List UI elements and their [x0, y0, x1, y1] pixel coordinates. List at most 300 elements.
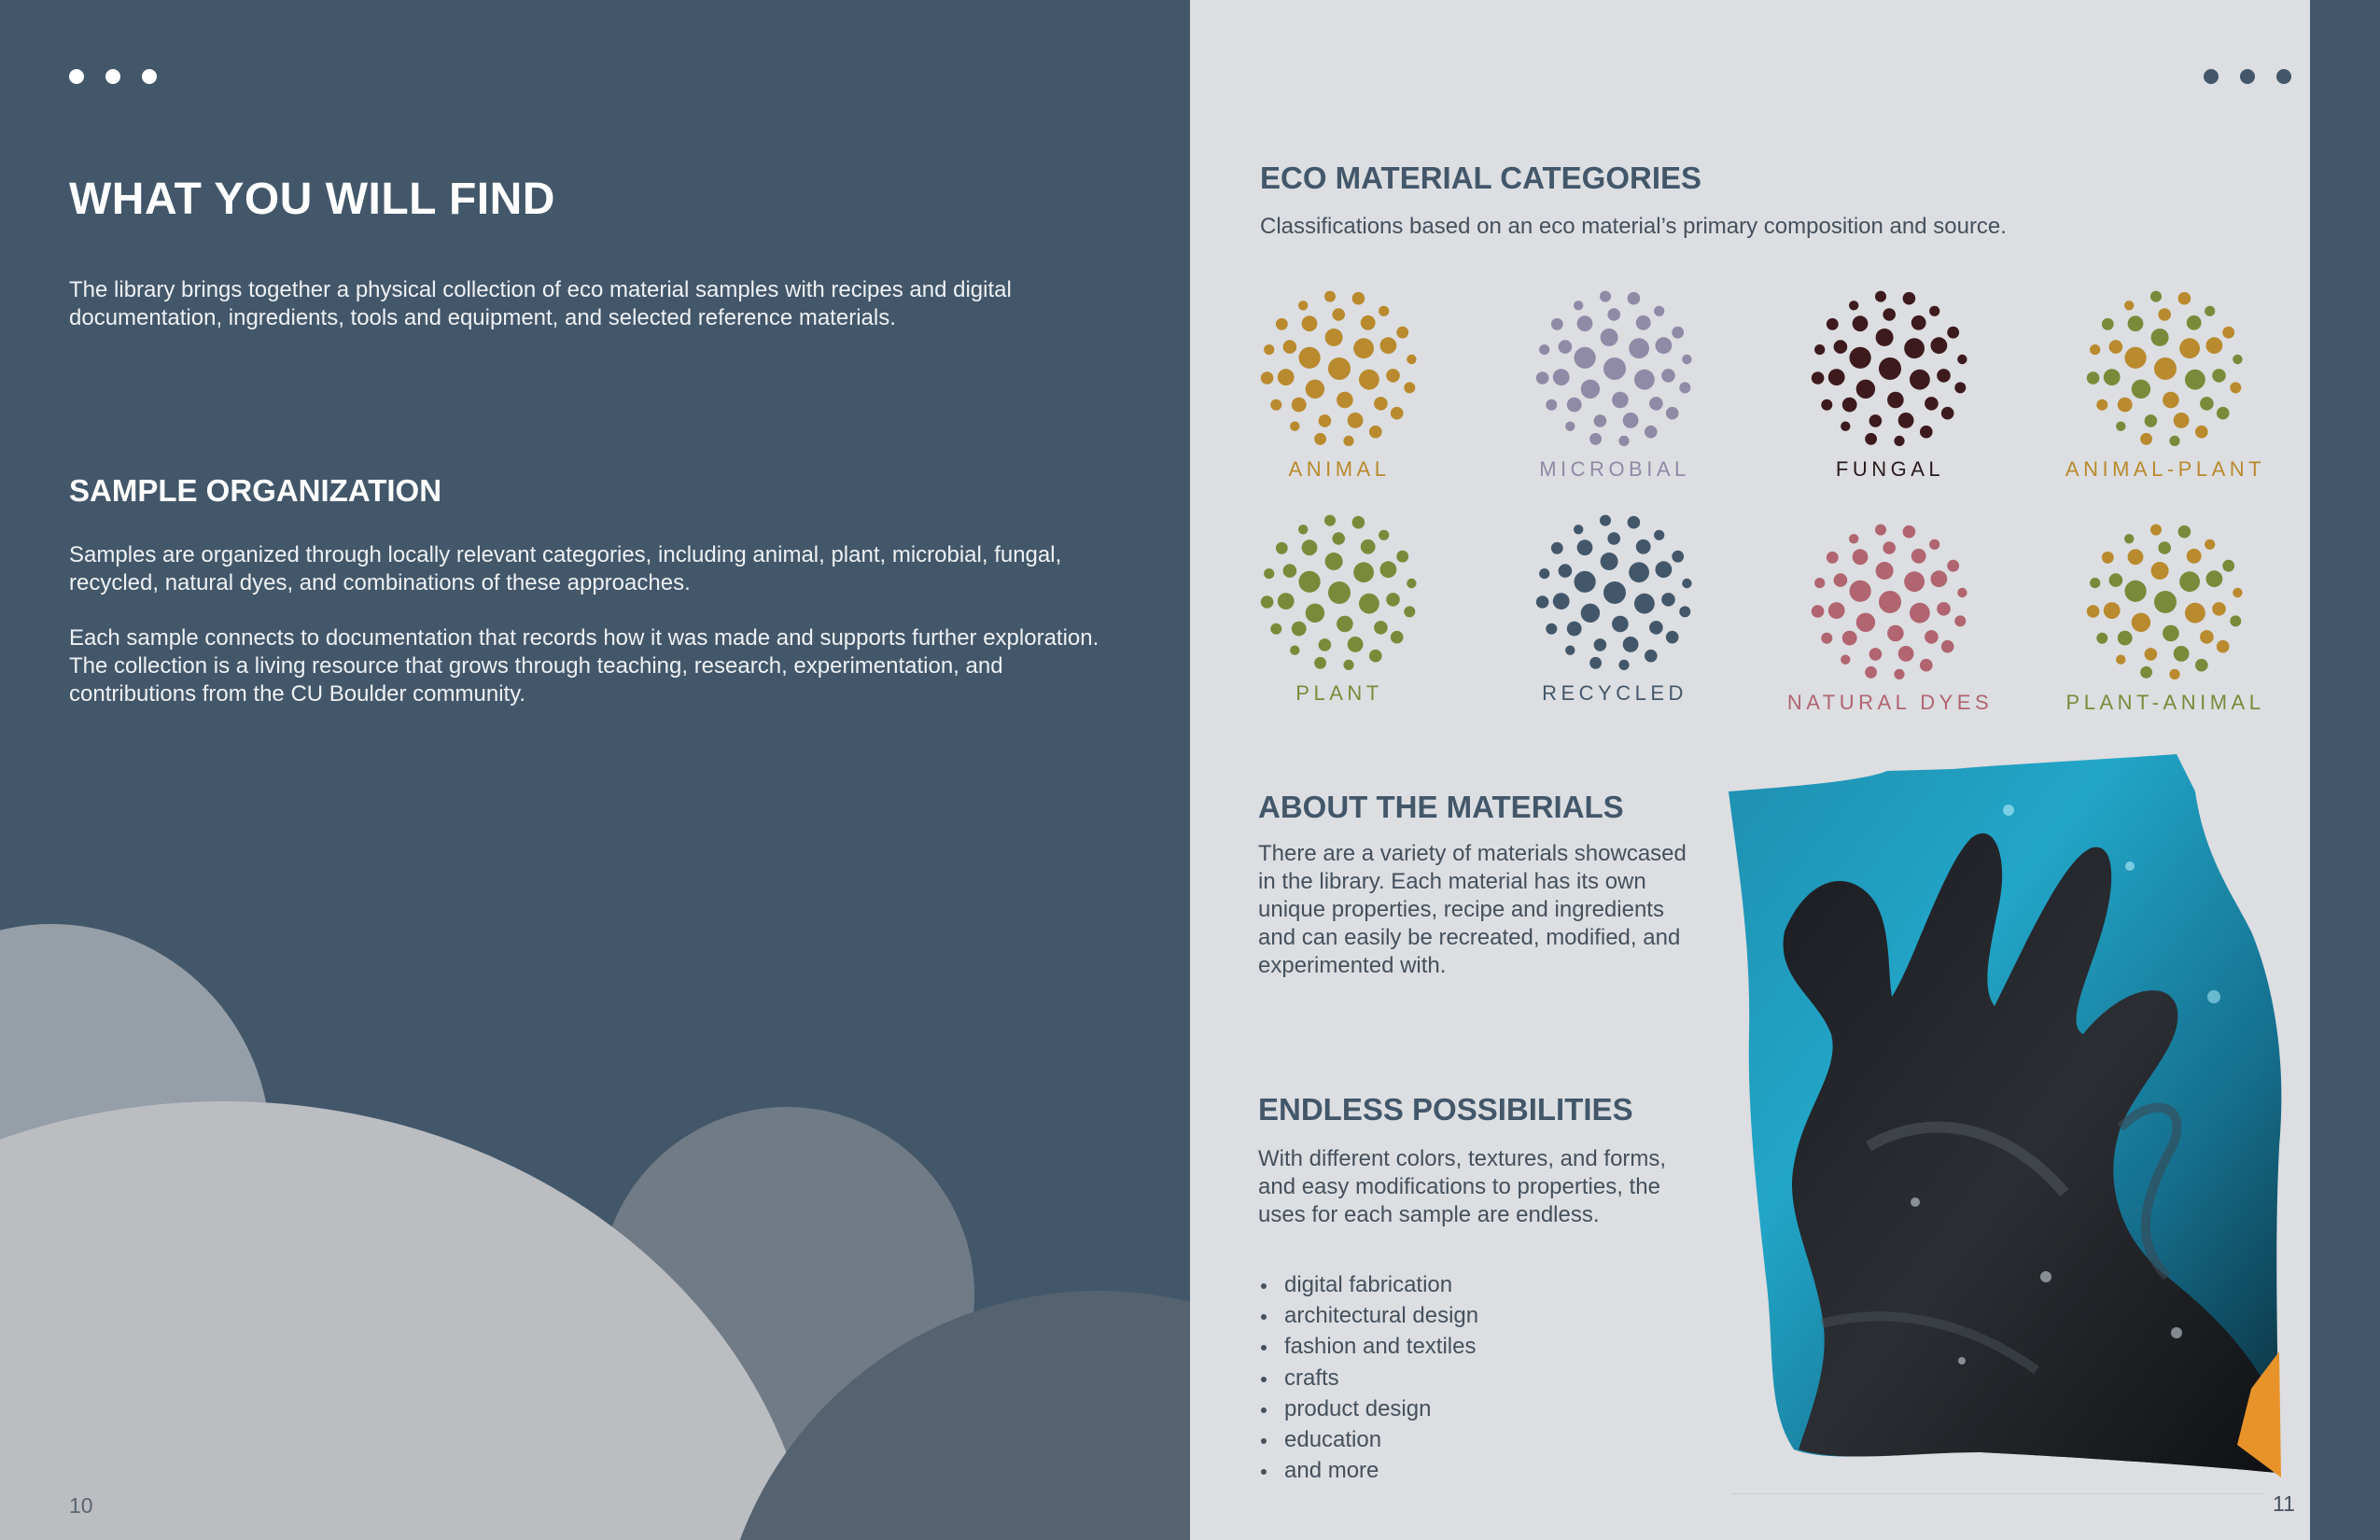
cluster-dot [1623, 637, 1639, 652]
cluster-dot [1931, 570, 1948, 587]
cluster-dot [1261, 371, 1274, 385]
cluster-dot [1821, 633, 1832, 644]
cluster-dot [1628, 292, 1641, 305]
cluster-dot [1645, 650, 1658, 663]
cluster-dot [2178, 292, 2191, 305]
cluster-dot [1386, 593, 1400, 607]
plant-animal-dot-cluster-icon [2086, 523, 2245, 681]
cluster-dot [1379, 306, 1389, 316]
about-title: ABOUT THE MATERIALS [1258, 790, 1624, 824]
cluster-dot [1276, 542, 1288, 554]
divider [1731, 1493, 2263, 1494]
cluster-dot [1925, 630, 1939, 644]
cluster-dot [1679, 606, 1690, 617]
cluster-dot [2151, 329, 2169, 346]
cluster-dot [1332, 532, 1345, 545]
cluster-dot [1672, 551, 1684, 563]
cluster-dot [2205, 306, 2215, 316]
cluster-dot [1682, 579, 1691, 588]
cluster-dot [2154, 591, 2177, 613]
cluster-dot [1407, 355, 1416, 364]
cluster-dot [1306, 380, 1324, 399]
cluster-dot [1937, 602, 1951, 616]
cluster-dot [1386, 369, 1400, 383]
cluster-dot [2087, 371, 2100, 385]
cluster-dot [2109, 573, 2123, 587]
cluster-dot [1299, 347, 1321, 369]
cluster-dot [1359, 594, 1379, 614]
cluster-dot [2096, 633, 2107, 644]
cluster-dot [1911, 315, 1926, 330]
cluster-dot [1594, 414, 1607, 427]
cluster-dot [1654, 306, 1664, 316]
category-recycled [1493, 513, 1736, 706]
cluster-dot [1876, 329, 1894, 346]
cluster-dot [1649, 397, 1663, 411]
cluster-dot [2128, 315, 2144, 331]
endless-text: With different colors, textures, and forms, and easy modifications to properties, the uses for each sample are endless. [1258, 1146, 1667, 1227]
cluster-dot [1879, 357, 1901, 380]
cluster-dot [1337, 616, 1353, 633]
category-label: RECYCLED [1542, 681, 1687, 705]
cluster-dot [1850, 347, 1871, 369]
cluster-dot [2195, 426, 2208, 439]
cluster-dot [1302, 315, 1318, 331]
cluster-dot [1565, 646, 1575, 655]
cluster-dot [1343, 436, 1353, 446]
cluster-dot [1656, 337, 1673, 354]
cluster-dot [2154, 357, 2177, 380]
cluster-dot [2109, 340, 2123, 354]
cluster-dot [1546, 399, 1557, 411]
page-number: 11 [2273, 1491, 2295, 1516]
cluster-dot [2151, 562, 2169, 580]
cluster-dot [2150, 291, 2162, 302]
cluster-dot [1577, 315, 1593, 331]
cluster-dot [1581, 604, 1600, 623]
cluster-dot [1553, 369, 1570, 385]
recycled-dot-cluster-icon [1535, 513, 1694, 672]
cluster-dot [1270, 623, 1281, 635]
cluster-dot [2200, 397, 2214, 411]
cluster-dot [1292, 622, 1307, 637]
cluster-dot [1589, 433, 1602, 445]
cluster-dot [1947, 560, 1959, 572]
cluster-dot [1589, 657, 1602, 669]
cluster-dot [1654, 530, 1664, 540]
cluster-dot [1954, 382, 1966, 393]
cluster-dot [2187, 549, 2202, 564]
cluster-dot [1883, 541, 1896, 554]
cluster-dot [1314, 433, 1326, 445]
cluster-dot [1319, 414, 1332, 427]
cluster-dot [1636, 315, 1651, 330]
cluster-dot [2116, 655, 2125, 665]
animal-dot-cluster-icon [1260, 289, 1419, 448]
cluster-dot [1612, 616, 1629, 633]
list-item: education [1258, 1424, 1478, 1455]
cluster-dot [1910, 603, 1930, 623]
page-edge [2310, 0, 2380, 1540]
cluster-dot [1612, 392, 1629, 409]
cluster-dot [2163, 392, 2179, 409]
cluster-dot [1264, 344, 1274, 355]
cluster-dot [1332, 308, 1345, 321]
cluster-dot [1328, 357, 1351, 380]
cluster-dot [2174, 413, 2190, 428]
cluster-dot [1546, 623, 1557, 635]
cluster-dot [1302, 539, 1318, 555]
cluster-dot [2233, 355, 2242, 364]
cluster-dot [1856, 380, 1875, 399]
cluster-dot [1827, 552, 1839, 564]
cluster-dot [1903, 292, 1916, 305]
category-label: PLANT-ANIMAL [2065, 691, 2265, 714]
cluster-dot [1947, 327, 1959, 339]
cluster-dot [1887, 392, 1904, 409]
cluster-dot [2124, 301, 2134, 310]
cluster-dot [1911, 549, 1926, 564]
cluster-dot [1574, 301, 1583, 310]
cluster-dot [1856, 613, 1875, 632]
cluster-dot [1910, 370, 1930, 390]
animal-plant-dot-cluster-icon [2086, 289, 2245, 448]
category-microbial [1493, 289, 1736, 482]
cluster-dot [2104, 602, 2121, 619]
cluster-dot [1842, 398, 1857, 413]
cluster-dot [1850, 581, 1871, 602]
cluster-dot [1559, 340, 1573, 354]
cluster-dot [1904, 338, 1925, 358]
cluster-dot [1536, 595, 1549, 609]
cluster-dot [1869, 648, 1883, 661]
cluster-dot [1396, 551, 1408, 563]
cluster-dot [2206, 570, 2223, 587]
category-label: FUNGAL [1835, 457, 1945, 481]
cluster-dot [1380, 561, 1397, 578]
cluster-dot [2090, 578, 2100, 588]
cluster-dot [2090, 344, 2100, 355]
cluster-dot [1656, 561, 1673, 578]
cluster-dot [1814, 344, 1825, 355]
cluster-dot [2179, 338, 2200, 358]
cluster-dot [1325, 553, 1343, 570]
cluster-dot [1600, 291, 1611, 302]
list-item: digital fabrication [1258, 1269, 1478, 1300]
page-title: WHAT YOU WILL FIND [69, 175, 555, 224]
cluster-dot [1283, 340, 1297, 354]
cluster-dot [1634, 594, 1655, 614]
cluster-dot [1649, 621, 1663, 635]
fungal-dot-cluster-icon [1811, 289, 1969, 448]
endless-title: ENDLESS POSSIBILITIES [1258, 1092, 1633, 1127]
list-item: product design [1258, 1393, 1478, 1424]
natural-dyes-dot-cluster-icon [1811, 523, 1969, 681]
cluster-dot [1931, 337, 1948, 354]
cluster-dot [2230, 382, 2241, 393]
cluster-dot [1828, 602, 1845, 619]
cluster-dot [2102, 552, 2114, 564]
cluster-dot [2124, 534, 2134, 543]
cluster-dot [1607, 308, 1620, 321]
cluster-dot [2096, 399, 2107, 411]
cluster-dot [2205, 539, 2215, 550]
cluster-dot [1290, 422, 1299, 431]
cluster-dot [1849, 301, 1858, 310]
cluster-dot [1623, 413, 1639, 428]
cluster-dot [1672, 327, 1684, 339]
cluster-dot [1359, 370, 1379, 390]
cluster-dot [1565, 422, 1575, 431]
cluster-dot [1325, 329, 1343, 346]
cluster-dot [1348, 637, 1364, 652]
cluster-dot [1898, 413, 1914, 428]
cluster-dot [1577, 539, 1593, 555]
cluster-dot [2116, 422, 2125, 431]
cluster-dot [1941, 407, 1954, 420]
category-label: PLANT [1295, 681, 1383, 705]
cluster-dot [1290, 646, 1299, 655]
cluster-dot [1682, 355, 1691, 364]
cluster-dot [1374, 397, 1388, 411]
cluster-dot [1391, 631, 1404, 644]
categories-subtitle: Classifications based on an eco material’s primary composition and source. [1260, 214, 2007, 239]
cluster-dot [1904, 571, 1925, 592]
cluster-dot [2174, 646, 2190, 662]
cluster-dot [1634, 370, 1655, 390]
cluster-dot [1278, 593, 1295, 609]
cluster-dot [1594, 638, 1607, 651]
section-title: SAMPLE ORGANIZATION [69, 473, 442, 508]
cluster-dot [2200, 630, 2214, 644]
cluster-dot [1894, 669, 1904, 679]
cluster-dot [2118, 398, 2133, 413]
cluster-dot [1601, 553, 1618, 570]
category-plant-animal [2044, 523, 2287, 715]
category-label: NATURAL DYES [1786, 691, 1994, 714]
cluster-dot [1283, 564, 1297, 578]
cluster-dot [1957, 355, 1967, 364]
cluster-dot [1941, 640, 1954, 653]
cluster-dot [2118, 631, 2133, 646]
cluster-dot [1834, 340, 1848, 354]
cluster-dot [1865, 433, 1877, 445]
cluster-dot [1343, 660, 1353, 670]
cluster-dot [1875, 525, 1886, 536]
category-animal [1218, 289, 1461, 482]
cluster-dot [1894, 436, 1904, 446]
cluster-dot [1666, 631, 1679, 644]
cluster-dot [2150, 525, 2162, 536]
cluster-dot [1812, 605, 1825, 618]
cluster-dot [1957, 588, 1967, 597]
cluster-dot [1898, 646, 1914, 662]
list-item: crafts [1258, 1363, 1478, 1393]
category-label: MICROBIAL [1539, 457, 1690, 481]
cluster-dot [1618, 660, 1629, 670]
cluster-dot [1559, 564, 1573, 578]
list-item: fashion and textiles [1258, 1331, 1478, 1362]
page-number: 10 [69, 1493, 93, 1518]
category-animal-plant [2044, 289, 2287, 482]
cluster-dot [1645, 426, 1658, 439]
category-fungal [1769, 289, 2011, 482]
cluster-dot [1661, 593, 1675, 607]
cluster-dot [1567, 622, 1582, 637]
cluster-dot [1361, 539, 1376, 554]
cluster-dot [1270, 399, 1281, 411]
cluster-dot [1628, 516, 1641, 529]
cluster-dot [1812, 371, 1825, 385]
material-sample-photo [1729, 754, 2289, 1482]
cluster-dot [1379, 530, 1389, 540]
cluster-dot [1887, 625, 1904, 642]
cluster-dot [1903, 525, 1916, 539]
cluster-dot [1574, 525, 1583, 534]
cluster-dot [2125, 347, 2147, 369]
cluster-dot [1853, 315, 1869, 331]
cluster-dot [2158, 541, 2171, 554]
cluster-dot [1276, 318, 1288, 330]
cluster-dot [1679, 382, 1690, 393]
cluster-dot [1954, 615, 1966, 626]
cluster-dot [1879, 591, 1901, 613]
cluster-dot [1883, 308, 1896, 321]
cluster-dot [2185, 370, 2205, 390]
cluster-dot [1575, 347, 1596, 369]
list-item: and more [1258, 1455, 1478, 1486]
category-plant [1218, 513, 1461, 706]
cluster-dot [2163, 625, 2179, 642]
cluster-dot [1636, 539, 1651, 554]
cluster-dot [1369, 650, 1382, 663]
cluster-dot [1319, 638, 1332, 651]
categories-title: ECO MATERIAL CATEGORIES [1260, 161, 1702, 195]
cluster-dot [1299, 571, 1321, 593]
cluster-dot [1391, 407, 1404, 420]
cluster-dot [1337, 392, 1353, 409]
cluster-dot [1407, 579, 1416, 588]
cluster-dot [1603, 357, 1626, 380]
cluster-dot [1925, 397, 1939, 411]
cluster-dot [2179, 571, 2200, 592]
cluster-dot [1618, 436, 1629, 446]
cluster-dot [1629, 338, 1649, 358]
cluster-dot [1353, 562, 1374, 582]
cluster-dot [1353, 338, 1374, 358]
category-label: ANIMAL [1288, 457, 1391, 481]
cluster-dot [2132, 380, 2150, 399]
cluster-dot [1539, 568, 1549, 579]
cluster-dot [1875, 291, 1886, 302]
cluster-dot [1575, 571, 1596, 593]
cluster-dot [1869, 414, 1883, 427]
intro-text: The library brings together a physical collection of eco material samples with recipes and digital documentation, ingredients, tools and equipment, and selected reference materials. [69, 277, 1012, 330]
cluster-dot [1849, 534, 1858, 543]
cluster-dot [1539, 344, 1549, 355]
cluster-dot [1828, 369, 1845, 385]
cluster-dot [1352, 516, 1365, 529]
cluster-dot [1842, 631, 1857, 646]
cluster-dot [2145, 414, 2158, 427]
cluster-dot [1324, 515, 1336, 526]
cluster-dot [2102, 318, 2114, 330]
cluster-dot [2145, 648, 2158, 661]
cluster-dot [2178, 525, 2191, 539]
decorative-dots [2204, 69, 2291, 84]
cluster-dot [2125, 581, 2147, 602]
cluster-dot [1328, 581, 1351, 604]
cluster-dot [1841, 655, 1850, 665]
cluster-dot [1404, 382, 1415, 393]
right-page [1190, 0, 2310, 1540]
cluster-dot [1536, 371, 1549, 385]
cluster-dot [2212, 369, 2226, 383]
cluster-dot [1601, 329, 1618, 346]
cluster-dot [1264, 568, 1274, 579]
about-text: There are a variety of materials showcased in the library. Each material has its own unique properties, recipe and ingredients and can easily be recreated, modified, and experimented with. [1258, 841, 1687, 978]
cluster-dot [2222, 327, 2234, 339]
cluster-dot [1348, 413, 1364, 428]
cluster-dot [2217, 640, 2230, 653]
cluster-dot [1292, 398, 1307, 413]
cluster-dot [2158, 308, 2171, 321]
cluster-dot [1551, 542, 1563, 554]
cluster-dot [2169, 436, 2179, 446]
cluster-dot [1834, 573, 1848, 587]
cluster-dot [1361, 315, 1376, 330]
organization-paragraph-2: Each sample connects to documentation that records how it was made and supports further exploration. The collection is a living resource that grows through teaching, research, experimentation, and contributions from the CU Boulder community. [69, 625, 1099, 707]
cluster-dot [1374, 621, 1388, 635]
cluster-dot [2187, 315, 2202, 330]
cluster-dot [1603, 581, 1626, 604]
cluster-dot [2140, 666, 2152, 679]
cluster-dot [1876, 562, 1894, 580]
decorative-dots [69, 69, 157, 84]
cluster-dot [1600, 515, 1611, 526]
cluster-dot [1324, 291, 1336, 302]
plant-dot-cluster-icon [1260, 513, 1419, 672]
cluster-dot [2206, 337, 2223, 354]
cluster-dot [1929, 306, 1939, 316]
cluster-dot [1821, 399, 1832, 411]
cluster-dot [1380, 337, 1397, 354]
cluster-dot [1352, 292, 1365, 305]
list-item: architectural design [1258, 1300, 1478, 1331]
cluster-dot [1581, 380, 1600, 399]
cluster-dot [2212, 602, 2226, 616]
cluster-dot [2217, 407, 2230, 420]
cluster-dot [1261, 595, 1274, 609]
cluster-dot [1865, 666, 1877, 679]
cluster-dot [1396, 327, 1408, 339]
cluster-dot [1841, 422, 1850, 431]
cluster-dot [1404, 606, 1415, 617]
cluster-dot [2222, 560, 2234, 572]
cluster-dot [2230, 615, 2241, 626]
cluster-dot [1629, 562, 1649, 582]
cluster-dot [1553, 593, 1570, 609]
cluster-dot [2132, 613, 2150, 632]
category-natural-dyes [1769, 523, 2011, 715]
cluster-dot [1920, 659, 1933, 672]
category-label: ANIMAL-PLANT [2065, 457, 2266, 481]
cluster-dot [2140, 433, 2152, 445]
cluster-dot [1929, 539, 1939, 550]
cluster-dot [1369, 426, 1382, 439]
cluster-dot [1661, 369, 1675, 383]
organization-paragraph-1: Samples are organized through locally relevant categories, including animal, plant, microbial, fungal, recycled, natural dyes, and combinations of these approaches. [69, 542, 1062, 595]
